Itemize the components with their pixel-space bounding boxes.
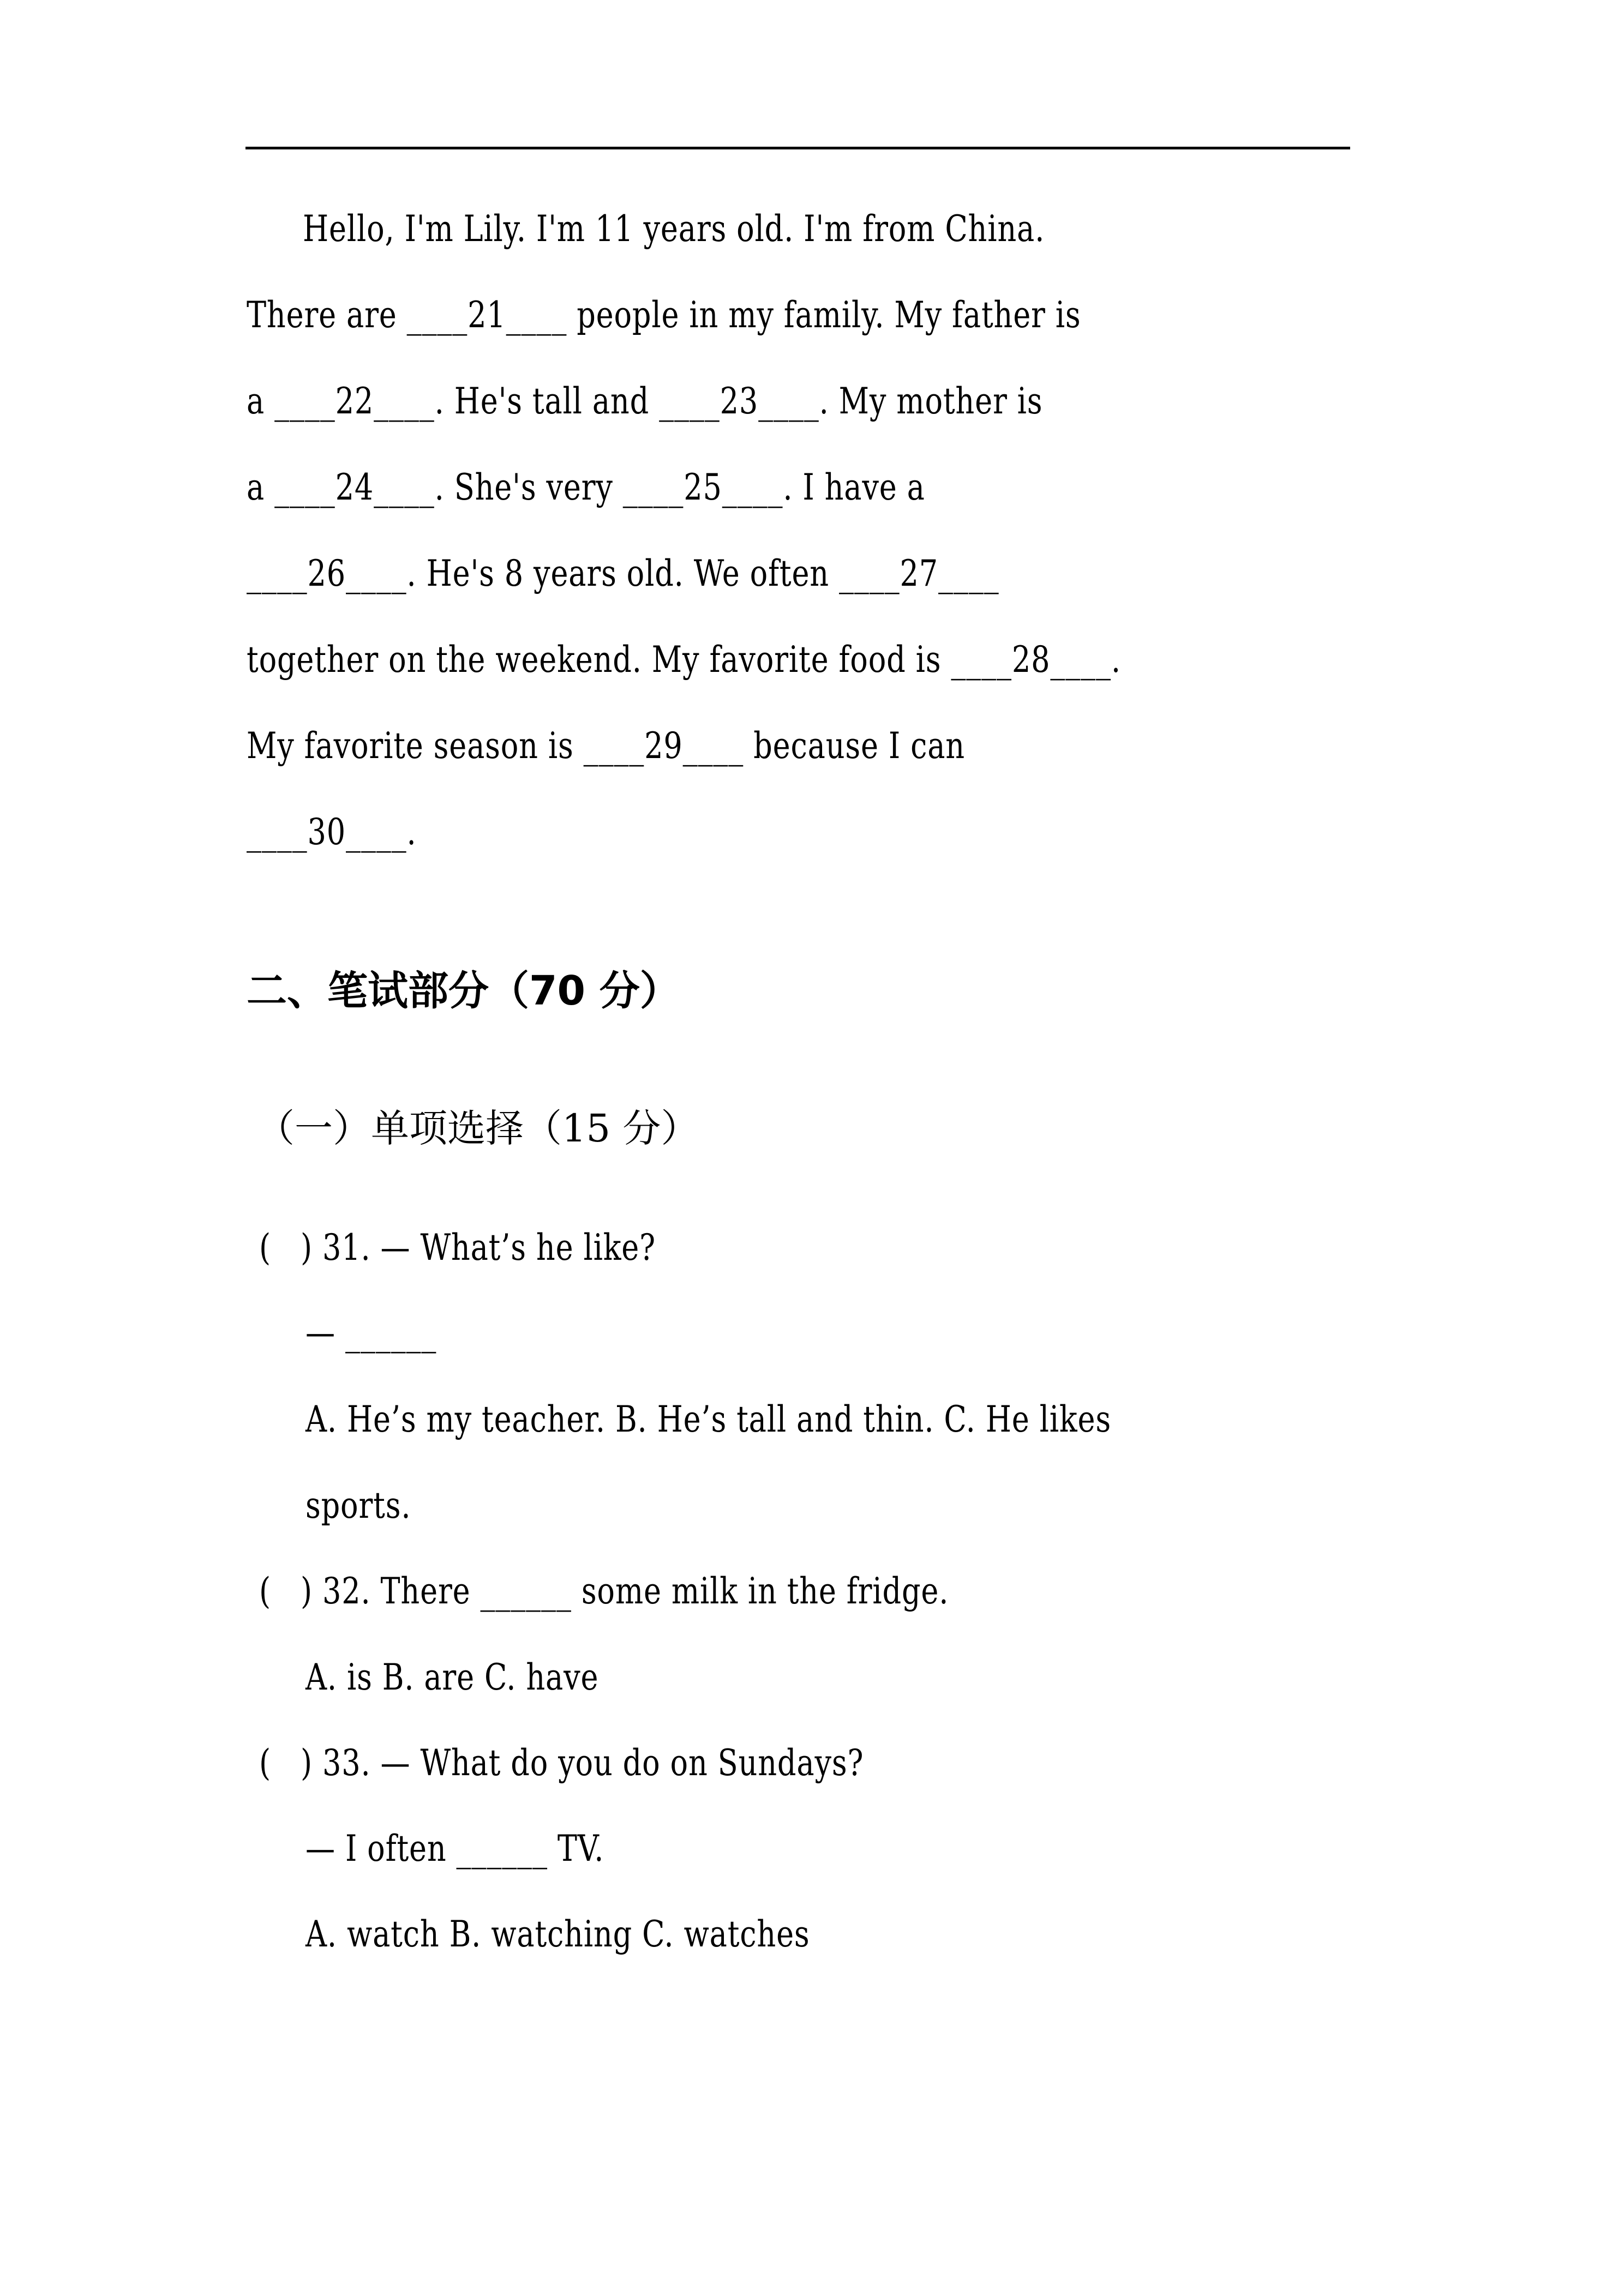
question-stem: ( ) 32. There ______ some milk in the fridge.: [259, 1570, 949, 1612]
answer-line[interactable]: — I often ______ TV.: [305, 1828, 604, 1870]
passage-line: a ____22____. He's tall and ____23____. My mother is: [247, 380, 1043, 422]
passage-line: a ____24____. She's very ____25____. I have a: [247, 466, 925, 508]
question-options-cont: sports.: [305, 1484, 411, 1526]
passage-line: My favorite season is ____29____ because I can: [247, 725, 965, 767]
question-stem: ( ) 31. — What’s he like?: [259, 1227, 656, 1269]
answer-line[interactable]: — ______: [305, 1312, 437, 1354]
passage-line: together on the weekend. My favorite food is ____28____.: [247, 639, 1121, 681]
passage-line: ____30____.: [247, 811, 417, 853]
section-title: 二、笔试部分（70 分）: [247, 967, 680, 1014]
section-subtitle: （一）单项选择（15 分）: [256, 1106, 699, 1151]
question-options: A. watch B. watching C. watches: [305, 1913, 810, 1955]
header-rule: [245, 147, 1350, 149]
passage-line: ____26____. He's 8 years old. We often ____27____: [247, 552, 999, 594]
question-options: A. He’s my teacher. B. He’s tall and thin. C. He likes: [305, 1398, 1111, 1440]
passage-line: Hello, I'm Lily. I'm 11 years old. I'm from China.: [303, 208, 1045, 250]
question-stem: ( ) 33. — What do you do on Sundays?: [259, 1742, 864, 1784]
passage-line: There are ____21____ people in my family. My father is: [247, 294, 1081, 336]
question-options: A. is B. are C. have: [305, 1656, 599, 1698]
